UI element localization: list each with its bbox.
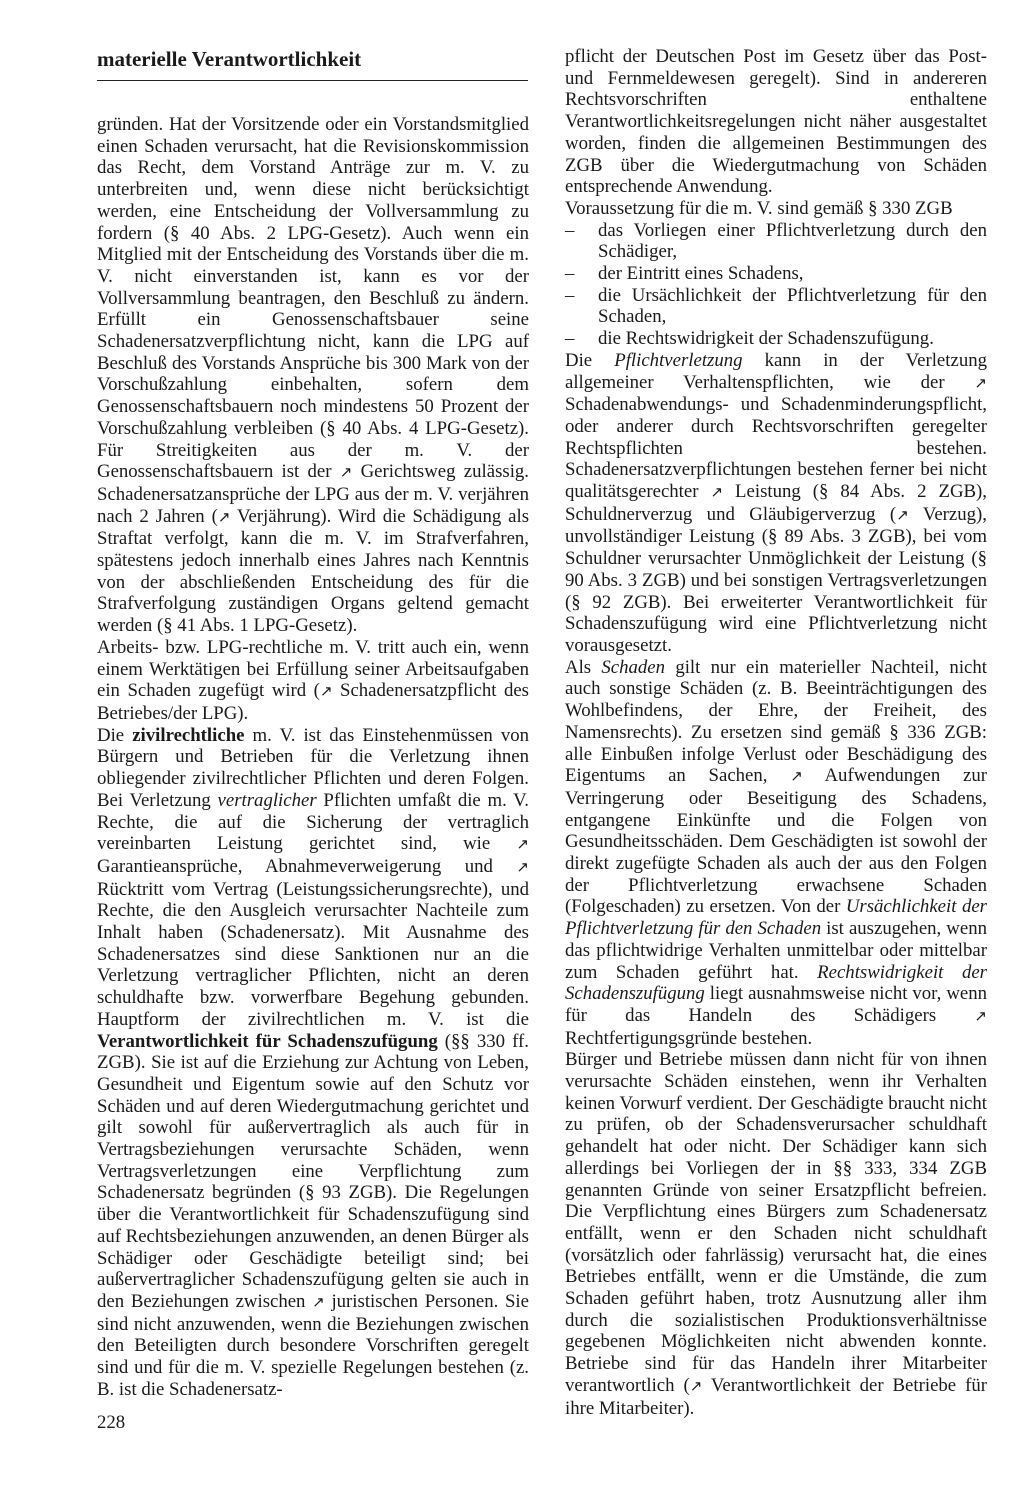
list-item: – die Rechtswidrigkeit der Schadenszufügung. <box>565 328 934 350</box>
left-paragraph-3: Die zivilrechtliche m. V. ist das Einstehenmüssen von Bürgern und Betrieben für die Verletzung ihnen obliegender zivilrechtlicher Pflichten und deren Folgen. Bei Verletzung vertraglicher Pflichten umfaßt die m. V. Rechte, die auf die Sicherung der vertraglich vereinbarten Leistung gerichtet sind, wie ↗ Garantieansprüche, Abnahmeverweigerung und ↗ Rücktritt vom Vertrag (Leistungssicherungsrechte), und Rechte, die den Ausgleich verursachter Nachteile zum Inhalt haben (Schadenersatz). Mit Ausnahme des Schadenersatzes sind diese Sanktionen nur an die Verletzung vertraglicher Pflichten, nicht an deren schuldhafte bzw. vorwerfbare Begehung gebunden. Hauptform der zivilrechtlichen m. V. ist die Verantwortlichkeit für Schadenszufügung (§§ 330 ff. ZGB). Sie ist auf die Erziehung zur Achtung von Leben, Gesundheit und Eigentum sowie auf den Schutz vor Schäden und auf deren Wiedergutmachung gerichtet und gilt sowohl für außervertraglich als auch für in Vertragsbeziehungen verursachte Schäden, wenn Vertragsverletzungen eine Verpflichtung zum Schadenersatz begründen (§ 93 ZGB). Die Regelungen über die Verantwortlichkeit für Schadenszufügung sind auf Rechtsbeziehungen anzuwenden, an denen Bürger als Schädiger oder Geschädigte beteiligt sind; bei außervertraglicher Schadenszufügung gelten sie auch in den Beziehungen zwischen ↗ juristischen Personen. Sie sind nicht anzuwenden, wenn die Beziehungen zwischen den Beteiligten durch besondere Vorschriften geregelt sind und für die m. V. spezielle Regelungen bestehen (z. B. ist die Schadenersatz- <box>97 724 530 1400</box>
cross-reference-arrow-icon: ↗ <box>896 505 909 524</box>
left-column <box>97 114 529 1400</box>
right-paragraph-5: Bürger und Betriebe müssen dann nicht für von ihnen verursachte Schäden einstehen, wenn ihr Verhalten keinen Vorwurf verdient. Der Geschädigte braucht nicht zu prüfen, ob der Schadensverursacher schuldhaft gehandelt hat oder nicht. Der Schädiger kann sich allerdings bei Vorliegen der in §§ 333, 334 ZGB genannten Gründe von seiner Ersatzpflicht befreien. Die Verpflichtung eines Bürgers zum Schadenersatz entfällt, wenn er den Schaden nicht schuldhaft (vorsätzlich oder fahrlässig) verursacht hat, die eines Betriebes entfällt, wenn er die Umstände, die zum Schaden geführt haben, trotz Ausnutzung aller ihm durch die sozialistischen Produktionsverhältnisse gegebenen Möglichkeiten nicht abwenden konnte. Betriebe sind für das Handeln ihrer Mitarbeiter verantwortlich (↗ Verantwortlichkeit der Betriebe für ihre Mitarbeiter). <box>565 1049 987 1419</box>
right-paragraph-1: pflicht der Deutschen Post im Gesetz über das Post- und Fernmeldewesen geregelt). Sind in andereren Rechtsvorschriften enthaltene Verantwortlichkeitsregelungen nicht näher ausgestaltet worden, finden die allgemeinen Bestimmungen des ZGB über die Wiedergutmachung von Schäden entsprechende Anwendung. <box>565 46 987 198</box>
left-paragraph-2: Arbeits- bzw. LPG-rechtliche m. V. tritt auch ein, wenn einem Werktätigen bei Erfüllung seiner Arbeitsaufgaben ein Schaden zugefügt wird (↗ Schadenersatzpflicht des Betriebes/der LPG). <box>97 636 529 724</box>
italic-term: Pflichtverletzung <box>614 349 743 371</box>
cross-reference-arrow-icon: ↗ <box>339 463 353 482</box>
right-paragraph-2: Voraussetzung für die m. V. sind gemäß § 330 ZGB <box>565 197 953 219</box>
bold-term: zivilrechtliche <box>132 724 245 746</box>
cross-reference-arrow-icon: ↗ <box>217 507 231 526</box>
cross-reference-arrow-icon: ↗ <box>790 767 803 786</box>
italic-term: Rechtswidrigkeit der Schadenszufügung <box>565 961 987 1005</box>
cross-reference-arrow-icon: ↗ <box>974 1006 987 1025</box>
right-paragraph-3: Die Pflichtverletzung kann in der Verletzung allgemeiner Verhaltenspflichten, wie der ↗ Schadenabwendungs- und Schadenminderungspflicht, oder anderer durch Rechtsvorschriften geregelter Rechtspflichten bestehen. Schadenersatzverpflichtungen bestehen ferner bei nicht qualitätsgerechter ↗ Leistung (§ 84 Abs. 2 ZGB), Schuldnerverzug und Gläubigerverzug (↗ Verzug), unvollständiger Leistung (§ 89 Abs. 3 ZGB), bei vom Schuldner verursachter Unmöglichkeit der Leistung (§ 90 Abs. 3 ZGB) und bei sonstigen Vertragsverletzungen (§ 92 ZGB). Bei erweiterter Verantwortlichkeit für Schadenszufügung wird eine Pflichtverletzung nicht vorausgesetzt. <box>565 349 987 656</box>
cross-reference-arrow-icon: ↗ <box>516 835 529 854</box>
cross-reference-arrow-icon: ↗ <box>319 682 333 701</box>
italic-term: Schaden <box>601 656 666 678</box>
cross-reference-arrow-icon: ↗ <box>974 373 987 392</box>
dash-bullet: – <box>565 328 575 350</box>
prerequisites-list <box>565 220 987 350</box>
cross-reference-arrow-icon: ↗ <box>516 857 529 876</box>
italic-term: Ursächlichkeit der Pflichtverletzung für den Schaden <box>565 896 987 940</box>
dash-bullet: – <box>565 263 575 285</box>
cross-reference-arrow-icon: ↗ <box>312 1292 325 1311</box>
list-item: – der Eintritt eines Schadens, <box>565 263 804 285</box>
page-number: 228 <box>97 1412 126 1433</box>
right-paragraph-4: Als Schaden gilt nur ein materieller Nachteil, nicht auch sonstige Schäden (z. B. Beeinträchtigungen des Wohlbefindens, der Ehre, der Freiheit, des Namensrechts). Zu ersetzen sind gemäß § 336 ZGB: alle Einbußen infolge Verlust oder Beschädigung des Eigentums an Sachen, ↗ Aufwendungen zur Verringerung oder Beseitigung des Schadens, entgangene Einkünfte und die Folgen von Gesundheitsschäden. Dem Geschädigten ist sowohl der direkt zugefügte Schaden als auch der aus den Folgen der Pflichtverletzung erwachsene Schaden (Folgeschaden) zu ersetzen. Von der Ursächlichkeit der Pflichtverletzung für den Schaden ist auszugehen, wenn das pflichtwidrige Verhalten unmittelbar oder mittelbar zum Schaden geführt hat. Rechtswidrigkeit der Schadenszufügung liegt ausnahmsweise nicht vor, wenn für das Handeln des Schädigers ↗ Rechtfertigungsgründe bestehen. <box>565 656 988 1049</box>
bold-term: Verantwortlichkeit für Schadenszufügung <box>97 1030 438 1052</box>
list-item: – die Ursächlichkeit der Pflichtverletzung für den Schaden, <box>565 284 987 328</box>
cross-reference-arrow-icon: ↗ <box>710 483 724 502</box>
dash-bullet: – <box>565 219 575 241</box>
dash-bullet: – <box>565 284 575 306</box>
running-header: materielle Verantwortlichkeit <box>97 47 362 71</box>
header-rule <box>97 80 528 81</box>
italic-term: vertraglicher <box>217 789 317 811</box>
left-paragraph-1: gründen. Hat der Vorsitzende oder ein Vorstandsmitglied einen Schaden verursacht, hat die Revisionskommission das Recht, dem Vorstand Anträge zur m. V. zu unterbreiten und, wenn diese nicht berücksichtigt werden, eine Entscheidung der Vollversammlung zu fordern (§ 40 Abs. 2 LPG-Gesetz). Auch wenn ein Mitglied mit der Entscheidung des Vorstands über die m. V. nicht einverstanden ist, kann es vor der Vollversammlung beantragen, den Beschluß zu ändern. Erfüllt ein Genossenschaftsbauer seine Schadenersatzverpflichtung nicht, kann die LPG auf Beschluß des Vorstands Ansprüche bis 300 Mark von der Vorschußzahlung einbehalten, sofern dem Genossenschaftsbauern noch mindestens 50 Prozent der Vorschußzahlung verbleiben (§ 40 Abs. 4 LPG-Gesetz). Für Streitigkeiten aus der m. V. der Genossenschaftsbauern ist der ↗ Gerichtsweg zulässig. Schadenersatzansprüche der LPG aus der m. V. verjähren nach 2 Jahren (↗ Verjährung). Wird die Schädigung als Straftat verfolgt, kann die m. V. im Strafverfahren, spätestens jedoch innerhalb eines Jahres nach Kenntnis von der abschließenden Entscheidung des für die Strafverfolgung zuständigen Organs geltend gemacht werden (§ 41 Abs. 1 LPG-Gesetz). <box>97 114 529 637</box>
list-item: – das Vorliegen einer Pflichtverletzung durch den Schädiger, <box>565 219 987 263</box>
cross-reference-arrow-icon: ↗ <box>689 1376 703 1395</box>
right-column <box>565 46 987 1419</box>
